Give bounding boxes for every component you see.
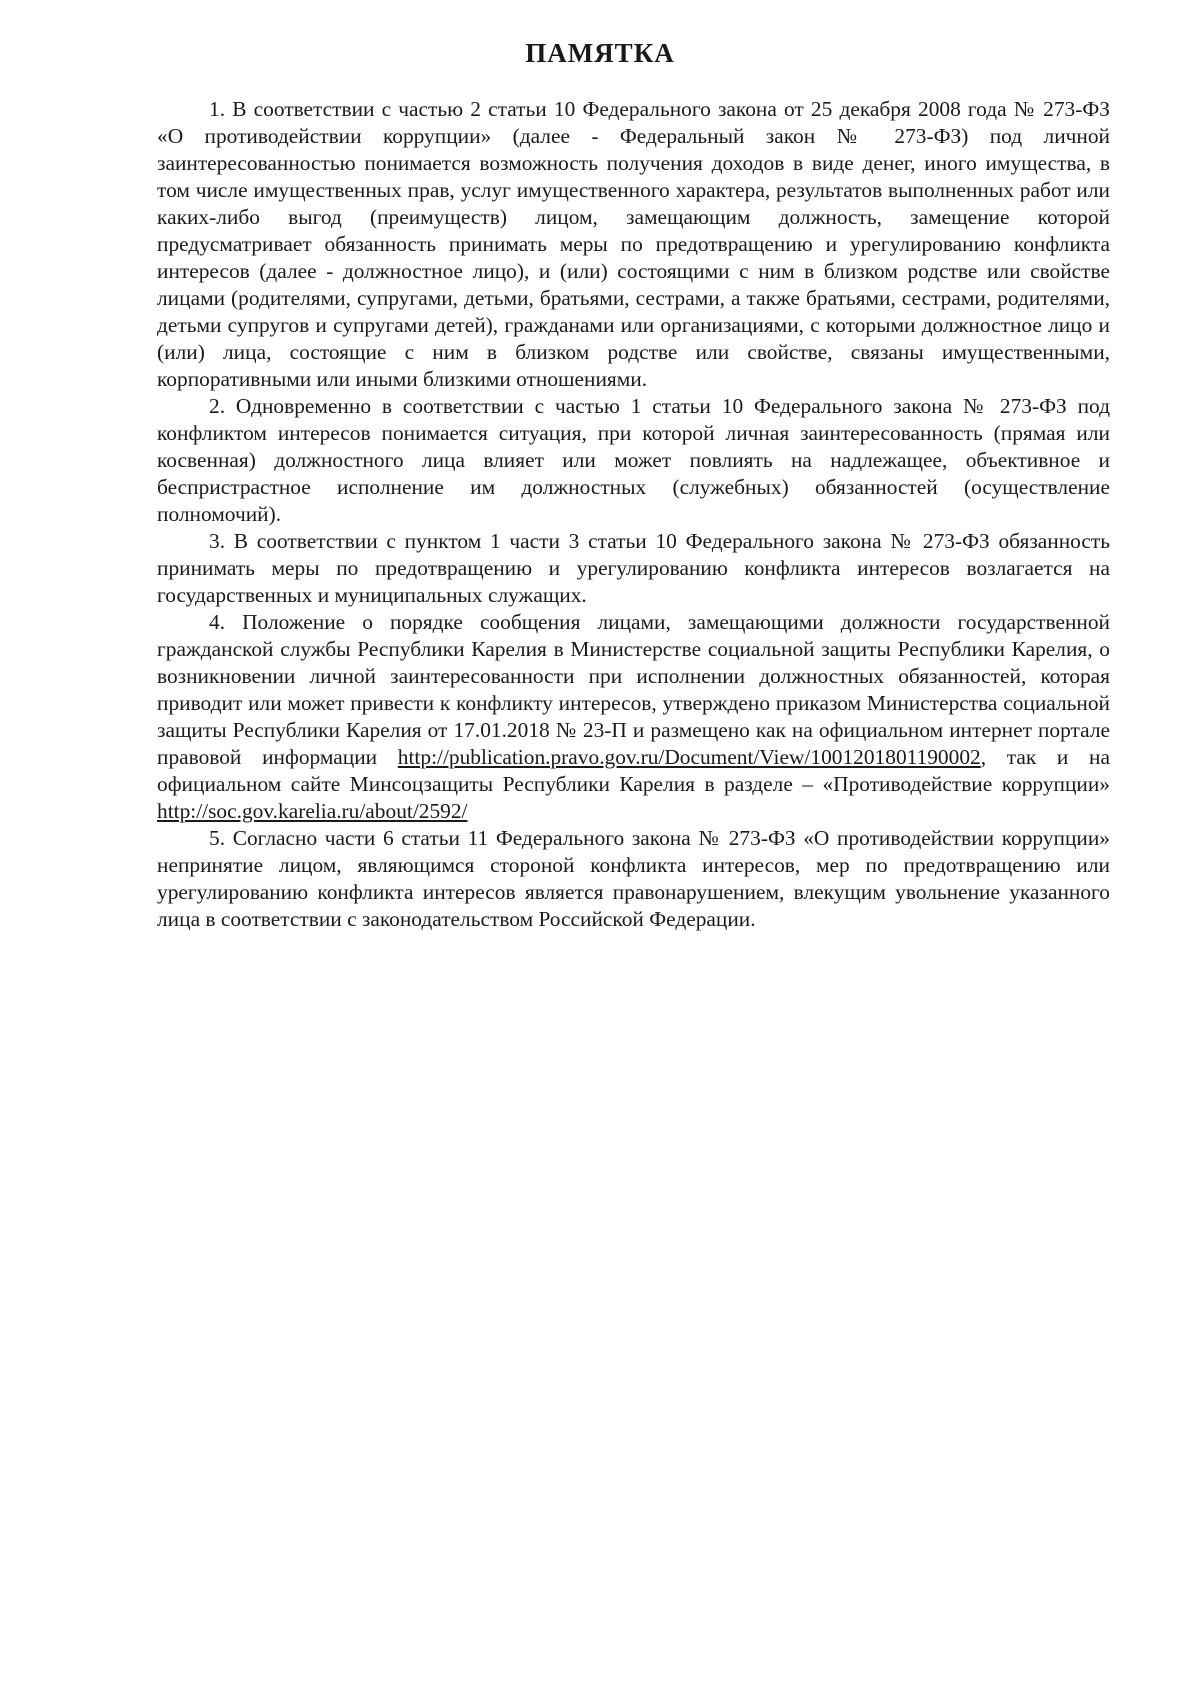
soc-karelia-link[interactable]: http://soc.gov.karelia.ru/about/2592/ — [157, 799, 468, 823]
paragraph-2: 2. Одновременно в соответствии с частью 1 статьи 10 Федерального закона № 273-ФЗ под конфликтом интересов понимается ситуация, при которой личная заинтересованность (прямая или косвенная) должностного лица влияет или может повлиять на надлежащее, объективное и беспристрастное исполнение им должностных (служебных) обязанностей (осуществление полномочий). — [157, 394, 1110, 526]
paragraph-1: 1. В соответствии с частью 2 статьи 10 Федерального закона от 25 декабря 2008 года № 273-ФЗ «О противодействии коррупции» (далее - Федеральный закон № 273-ФЗ) под личной заинтересованностью понимается возможность получения доходов в виде денег, иного имущества, в том числе имущественных прав, услуг имущественного характера, результатов выполненных работ или каких-либо выгод (преимуществ) лицом, замещающим должность, замещение которой предусматривает обязанность принимать меры по предотвращению и урегулированию конфликта интересов (далее - должностное лицо), и (или) состоящими с ним в близком родстве или свойстве лицами (родителями, супругами, детьми, братьями, сестрами, а также братьями, сестрами, родителями, детьми супругов и супругами детей), гражданами или организациями, с которыми должностное лицо и (или) лица, состоящие с ним в близком родстве или свойстве, связаны имущественными, корпоративными или иными близкими отношениями. — [157, 97, 1110, 391]
publication-pravo-link[interactable]: http://publication.pravo.gov.ru/Document/View/1001201801190002 — [397, 745, 981, 769]
document-body — [157, 96, 1110, 933]
paragraph-3: 3. В соответствии с пунктом 1 части 3 статьи 10 Федерального закона № 273-ФЗ обязанность принимать меры по предотвращению и урегулированию конфликта интересов возлагается на государственных и муниципальных служащих. — [157, 529, 1110, 607]
paragraph-4-text-middle: , так и на официальном сайте Минсоцзащиты Республики Карелия в разделе – «Противодействие коррупции» — [157, 745, 1110, 796]
paragraph-4 — [157, 609, 1110, 825]
paragraph-5: 5. Согласно части 6 статьи 11 Федерального закона № 273-ФЗ «О противодействии коррупции» непринятие лицом, являющимся стороной конфликта интересов, мер по предотвращению или урегулированию конфликта интересов является правонарушением, влекущим увольнение указанного лица в соответствии с законодательством Российской Федерации. — [157, 826, 1110, 931]
paragraph-4-text-before: 4. Положение о порядке сообщения лицами, замещающими должности государственной гражданской службы Республики Карелия в Министерстве социальной защиты Республики Карелия, о возникновении личной заинтересованности при исполнении должностных обязанностей, которая приводит или может привести к конфликту интересов, утверждено приказом Министерства социальной защиты Республики Карелия от 17.01.2018 № 23-П и размещено как на официальном интернет портале правовой информации — [157, 610, 1110, 769]
document-title: ПАМЯТКА — [525, 38, 675, 68]
